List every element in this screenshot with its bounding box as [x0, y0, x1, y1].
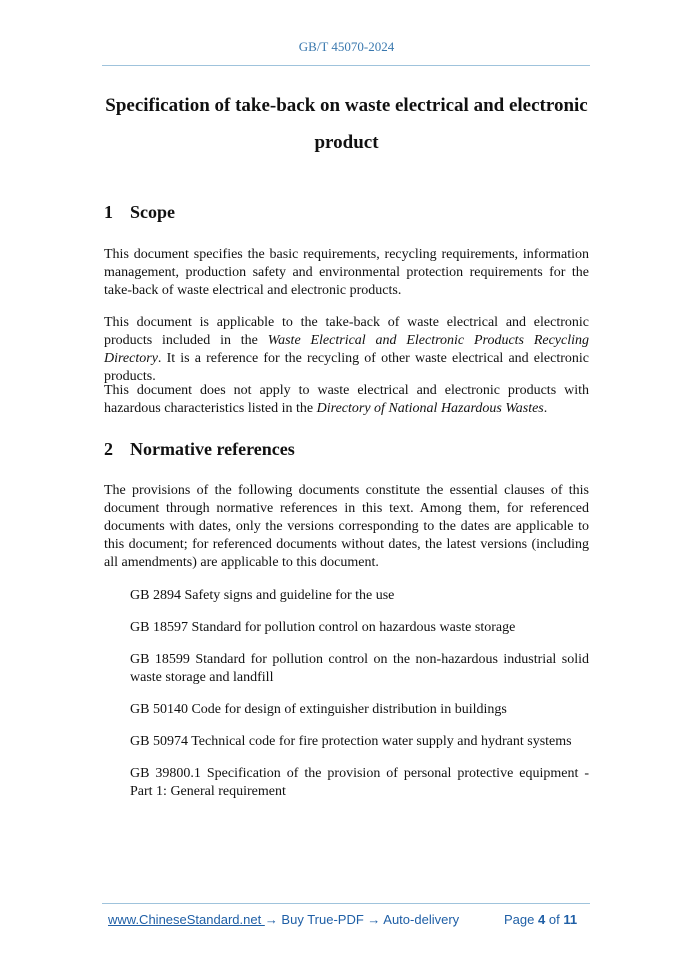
reference-item: GB 39800.1 Specification of the provision of personal protective equipment - Part 1: General requirement — [130, 766, 589, 799]
section-number: 2 — [104, 439, 113, 459]
header-rule — [102, 65, 590, 66]
current-page: 4 — [538, 912, 546, 927]
section-title: Normative references — [130, 439, 295, 459]
page-indicator: Page 4 of 11 — [504, 912, 578, 927]
scope-paragraph-1: This document specifies the basic requirements, recycling requirements, information management, production safety and environmental protection requirements for the take-back of waste electrical and electronic products. — [104, 247, 589, 298]
section-title: Scope — [130, 202, 175, 222]
title-line-2: product — [314, 132, 379, 153]
website-link[interactable]: www.ChineseStandard.net — [108, 912, 265, 927]
hazardous-directory-title: Directory of National Hazardous Wastes — [316, 401, 544, 416]
normative-intro: The provisions of the following documents constitute the essential clauses of this document through normative references in this text. Among them, for referenced documents with dates, only the versions corresponding to the dates are applicable to this document; for referenced documents without dates, the latest versions (including all amendments) are applicable to this document. — [104, 483, 589, 570]
total-pages: 11 — [563, 912, 578, 927]
scope-paragraph-3: This document does not apply to waste electrical and electronic products with hazardous characteristics listed in the Directory of National Hazardous Wastes. — [104, 383, 589, 416]
footer-rule — [102, 903, 590, 904]
reference-item: GB 50974 Technical code for fire protection water supply and hydrant systems — [130, 734, 572, 749]
scope-paragraph-2: This document is applicable to the take-back of waste electrical and electronic products included in the Waste Electrical and Electronic Products Recycling Directory. It is a reference for the recycling of other waste electrical and electronic products. — [104, 315, 590, 384]
reference-item: GB 50140 Code for design of extinguisher distribution in buildings — [130, 702, 507, 717]
document-title — [104, 87, 589, 161]
section-number: 1 — [104, 202, 113, 222]
reference-item: GB 2894 Safety signs and guideline for the use — [130, 588, 395, 603]
section-2-heading — [104, 439, 295, 460]
section-1-heading — [104, 202, 175, 223]
reference-item: GB 18597 Standard for pollution control on hazardous waste storage — [130, 620, 516, 635]
directory-title: Waste Electrical and Electronic Products Recycling Directory — [104, 333, 590, 366]
promo-text: → Buy True-PDF → Auto-delivery — [264, 912, 460, 927]
reference-item: GB 18599 Standard for pollution control on the non-hazardous industrial solid waste storage and landfill — [130, 652, 589, 685]
footer-promo — [108, 912, 459, 927]
title-line-1: Specification of take-back on waste electrical and electronic — [105, 95, 588, 116]
header-doc-code: GB/T 45070-2024 — [298, 39, 395, 54]
